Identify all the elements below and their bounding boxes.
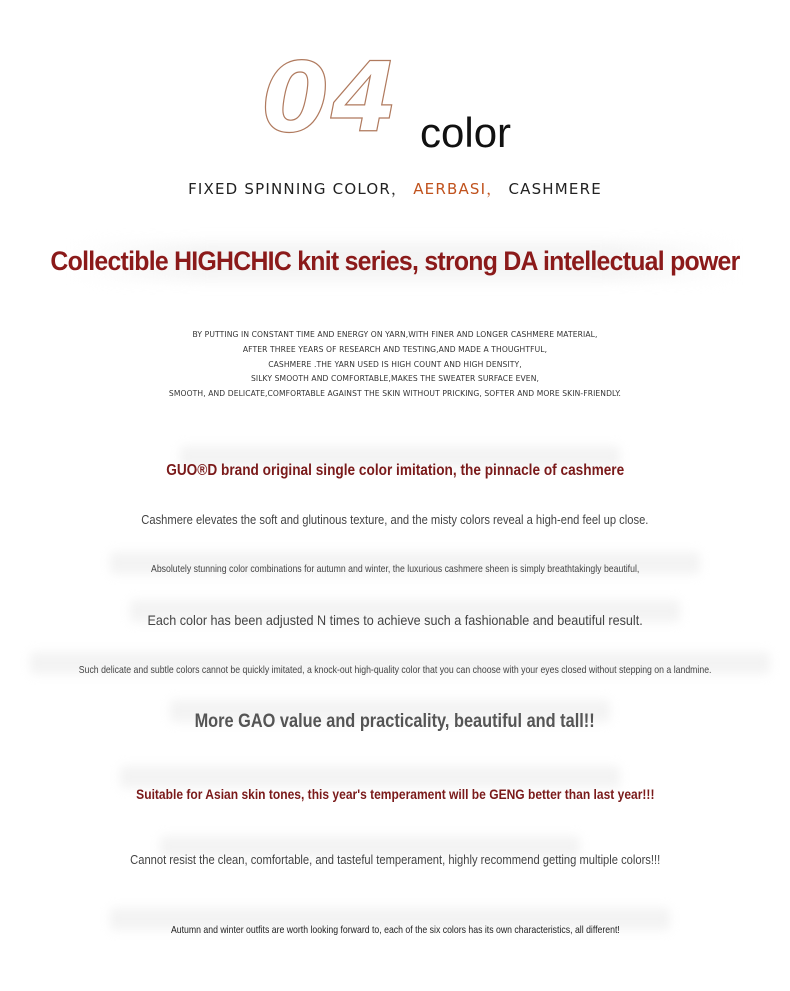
section-number: 04 [262,42,400,154]
brand-tagline-accent: AERBASI， [413,180,503,198]
paragraph-line: SMOOTH, AND DELICATE,COMFORTABLE AGAINST THE SKIN WITHOUT PRICKING, SOFTER AND MORE SKIN-FRIENDLY. [168,389,622,399]
feature-line [0,711,790,733]
brand-tagline [0,178,790,199]
feature-line [0,512,790,527]
section-hero [0,40,790,160]
feature-line-text: Suitable for Asian skin tones, this year's temperament will be GENG better than last year!!! [135,786,655,802]
paragraph-line: SILKY SMOOTH AND COMFORTABLE,MAKES THE SWEATER SURFACE EVEN, [250,374,540,384]
brand-tagline-part2: CASHMERE [508,180,602,198]
page-title: Collectible HIGHCHIC knit series, strong DA intellectual power [32,246,759,277]
feature-line [0,612,790,628]
feature-line-text: Cashmere elevates the soft and glutinous texture, and the misty colors reveal a high-end feel up close. [141,512,649,527]
paragraph-line: BY PUTTING IN CONSTANT TIME AND ENERGY ON YARN,WITH FINER AND LONGER CASHMERE MATERIAL, [192,330,598,339]
feature-line-text: More GAO value and practicality, beautiful and tall!! [194,711,596,732]
description-paragraph [0,328,790,402]
paragraph-line: CASHMERE .THE YARN USED IS HIGH COUNT AND HIGH DENSITY, [268,359,522,369]
ghost-text-decoration [120,766,620,788]
feature-line-text: Autumn and winter outfits are worth looking forward to, each of the six colors has its own characteristics, all different! [170,924,620,936]
section-heading: color [420,109,512,156]
feature-line [0,786,790,802]
feature-line [0,563,790,575]
feature-line [0,462,790,480]
feature-line [0,664,790,676]
feature-line-text: GUO®D brand original single color imitation, the pinnacle of cashmere [166,462,624,479]
feature-line [0,852,790,867]
feature-line-text: Absolutely stunning color combinations for autumn and winter, the luxurious cashmere sheen is simply breathtakingly beautiful, [150,563,640,575]
feature-line-text: Cannot resist the clean, comfortable, and tasteful temperament, highly recommend getting multiple colors!!! [129,852,661,867]
brand-tagline-part1: FIXED SPINNING COLOR， [188,180,408,198]
paragraph-line: AFTER THREE YEARS OF RESEARCH AND TESTING,AND MADE A THOUGHTFUL, [242,344,548,354]
feature-line [0,924,790,936]
feature-line-text: Such delicate and subtle colors cannot be quickly imitated, a knock-out high-quality color that you can choose with your eyes closed without stepping on a landmine. [78,664,712,676]
feature-line-text: Each color has been adjusted N times to achieve such a fashionable and beautiful result. [147,612,643,628]
